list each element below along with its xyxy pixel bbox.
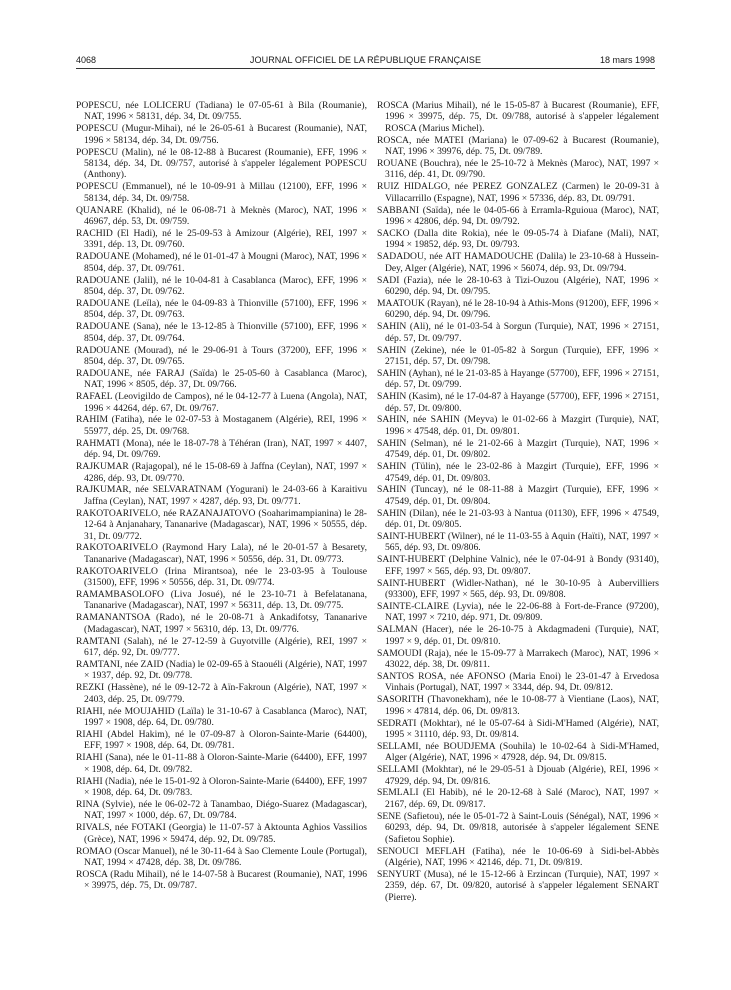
decree-entry: MAATOUK (Rayan), né le 28-10-94 à Athis-Mons (91200), EFF, 1996 × 60290, dép. 94, Dt. 09/796.	[377, 297, 659, 321]
decree-entry: SAHIN (Selman), né le 21-02-66 à Mazgirt (Turquie), NAT, 1996 × 47549, dép. 01, Dt. 09/802.	[377, 437, 659, 461]
decree-entry: RADOUANE (Jalil), né le 10-04-81 à Casablanca (Maroc), EFF, 1996 × 8504, dép. 37, Dt. 09/762.	[76, 274, 367, 297]
decree-entry: SAHIN (Ali), né le 01-03-54 à Sorgun (Turquie), NAT, 1996 × 27151, dép. 57, Dt. 09/797.	[377, 321, 659, 344]
decree-entry: POPESCU (Malin), né le 08-12-88 à Bucarest (Roumanie), EFF, 1996 × 58134, dép. 34, Dt. 09/757, autorisé à s'appeler légalement POPESCU (Anthony).	[76, 146, 367, 181]
decree-entry: ROSCA, née MATEI (Mariana) le 07-09-62 à Bucarest (Roumanie), NAT, 1996 × 39976, dép. 75, Dt. 09/789.	[377, 134, 659, 158]
decree-entry: ROUANE (Bouchra), née le 25-10-72 à Meknès (Maroc), NAT, 1997 × 3116, dép. 41, Dt. 09/790.	[377, 158, 659, 181]
decree-entry: SELLAMI (Mokhtar), né le 29-05-51 à Djouab (Algérie), REI, 1996 × 47929, dép. 94, Dt. 09/816.	[377, 764, 659, 787]
decree-entry: POPESCU (Mugur-Mihai), né le 26-05-61 à Bucarest (Roumanie), NAT, 1996 × 58134, dép. 34, Dt. 09/756.	[76, 123, 367, 146]
decree-entry: RADOUANE (Leïla), née le 04-09-83 à Thionville (57100), EFF, 1996 × 8504, dép. 37, Dt. 09/763.	[76, 297, 367, 321]
decree-entry: SELLAMI, née BOUDJEMA (Souhila) le 10-02-64 à Sidi-M'Hamed, Alger (Algérie), NAT, 1996 × 47928, dép. 94, Dt. 09/815.	[377, 740, 659, 764]
decree-entry: SAHIN (Ayhan), né le 21-03-85 à Hayange (57700), EFF, 1996 × 27151, dép. 57, Dt. 09/799.	[377, 367, 659, 391]
decree-entry: RAMANANTSOA (Rado), né le 20-08-71 à Ankadifotsy, Tananarive (Madagascar), NAT, 1997 × 56310, dép. 13, Dt. 09/776.	[76, 612, 367, 635]
decree-entry: SENOUCI MEFLAH (Fatiha), née le 10-06-69 à Sidi-bel-Abbès (Algérie), NAT, 1996 × 42146, dép. 71, Dt. 09/819.	[377, 845, 659, 868]
right-column	[377, 100, 659, 904]
decree-entry: RADOUANE, née FARAJ (Saïda) le 25-05-60 à Casablanca (Maroc), NAT, 1996 × 8505, dép. 37, Dt. 09/766.	[76, 367, 367, 391]
decree-entry: RAFAEL (Leovigildo de Campos), né le 04-12-77 à Luena (Angola), NAT, 1996 × 44264, dép. 67, Dt. 09/767.	[76, 391, 367, 414]
decree-entry: RUIZ HIDALGO, née PEREZ GONZALEZ (Carmen) le 20-09-31 à Villacarrillo (Espagne), NAT, 1996 × 57336, dép. 83, Dt. 09/791.	[377, 181, 659, 204]
header-divider	[76, 68, 655, 69]
decree-entry: RACHID (El Hadi), né le 25-09-53 à Amizour (Algérie), REI, 1997 × 3391, dép. 13, Dt. 09/760.	[76, 227, 367, 251]
decree-entry: ROSCA (Radu Mihail), né le 14-07-58 à Bucarest (Roumanie), NAT, 1996 × 39975, dép. 75, Dt. 09/787.	[76, 868, 367, 892]
decree-entry: SAHIN, née SAHIN (Meyva) le 01-02-66 à Mazgirt (Turquie), NAT, 1996 × 47548, dép. 01, Dt. 09/801.	[377, 414, 659, 437]
decree-entry: RADOUANE (Mourad), né le 29-06-91 à Tours (37200), EFF, 1996 × 8504, dép. 37, Dt. 09/765.	[76, 344, 367, 367]
decree-entry: RINA (Sylvie), née le 06-02-72 à Tanambao, Diégo-Suarez (Madagascar), NAT, 1997 × 1000, dép. 67, Dt. 09/784.	[76, 798, 367, 822]
decree-entry: RIAHI (Nadia), née le 15-01-92 à Oloron-Sainte-Marie (64400), EFF, 1997 × 1908, dép. 64, Dt. 09/783.	[76, 775, 367, 798]
decree-entry: SENE (Safietou), née le 05-01-72 à Saint-Louis (Sénégal), NAT, 1996 × 60293, dép. 94, Dt. 09/818, autorisée à s'appeler légalement SENE (Safietou Sophie).	[377, 810, 659, 845]
decree-entry: RADOUANE (Mohamed), né le 01-01-47 à Mougni (Maroc), NAT, 1996 × 8504, dép. 37, Dt. 09/761.	[76, 251, 367, 274]
decree-entry: RAHIM (Fatiha), née le 02-07-53 à Mostaganem (Algérie), REI, 1996 × 55977, dép. 25, Dt. 09/768.	[76, 414, 367, 437]
decree-entry: QUANARE (Khalid), né le 06-08-71 à Meknès (Maroc), NAT, 1996 × 46967, dép. 53, Dt. 09/759.	[76, 204, 367, 228]
decree-entry: SABBANI (Saïda), née le 04-05-66 à Erramla-Rguioua (Maroc), NAT, 1996 × 42806, dép. 94, Dt. 09/792.	[377, 204, 659, 228]
decree-entry: ROMAO (Oscar Manuel), né le 30-11-64 à Sao Clemente Loule (Portugal), NAT, 1994 × 47428, dép. 38, Dt. 09/786.	[76, 845, 367, 868]
decree-entry: ROSCA (Marius Mihail), né le 15-05-87 à Bucarest (Roumanie), EFF, 1996 × 39975, dép. 75, Dt. 09/788, autorisé à s'appeler légalement ROSCA (Marius Michel).	[377, 100, 659, 134]
left-column	[76, 100, 367, 892]
decree-entry: REZKI (Hassène), né le 09-12-72 à Aïn-Fakroun (Algérie), NAT, 1997 × 2403, dép. 25, Dt. 09/779.	[76, 682, 367, 705]
decree-entry: SENYURT (Musa), né le 15-12-66 à Erzincan (Turquie), NAT, 1997 × 2359, dép. 67, Dt. 09/820, autorisé à s'appeler légalement SENART (Pierre).	[377, 868, 659, 903]
decree-entry: RAJKUMAR, née SELVARATNAM (Yogurani) le 24-03-66 à Karaitivu Jaffna (Ceylan), NAT, 1997 × 4287, dép. 93, Dt. 09/771.	[76, 484, 367, 507]
decree-entry: SADI (Fazia), née le 28-10-63 à Tizi-Ouzou (Algérie), NAT, 1996 × 60290, dép. 94, Dt. 09/795.	[377, 274, 659, 297]
decree-entry: SASORITH (Thavonekham), née le 10-08-77 à Vientiane (Laos), NAT, 1996 × 47814, dép. 06, Dt. 09/813.	[377, 694, 659, 717]
decree-entry: SAINT-HUBERT (Wilner), né le 11-03-55 à Aquin (Haïti), NAT, 1997 × 565, dép. 93, Dt. 09/806.	[377, 531, 659, 554]
decree-entry: RAKOTOARIVELO (Raymond Hary Lala), né le 20-01-57 à Besarety, Tananarive (Madagascar), NAT, 1996 × 50556, dép. 31, Dt. 09/773.	[76, 542, 367, 565]
decree-entry: SAHIN (Zekine), née le 01-05-82 à Sorgun (Turquie), EFF, 1996 × 27151, dép. 57, Dt. 09/798.	[377, 344, 659, 367]
decree-entry: SAHIN (Tuncay), né le 08-11-88 à Mazgirt (Turquie), EFF, 1996 × 47549, dép. 01, Dt. 09/804.	[377, 484, 659, 507]
decree-entry: SAHIN (Dilan), née le 21-03-93 à Nantua (01130), EFF, 1996 × 47549, dép. 01, Dt. 09/805.	[377, 507, 659, 531]
decree-entry: RAMTANI (Salah), né le 27-12-59 à Guyotville (Algérie), REI, 1997 × 617, dép. 92, Dt. 09/777.	[76, 635, 367, 659]
decree-entry: RIAHI (Abdel Hakim), né le 07-09-87 à Oloron-Sainte-Marie (64400), EFF, 1997 × 1908, dép. 64, Dt. 09/781.	[76, 728, 367, 752]
decree-entry: POPESCU (Emmanuel), né le 10-09-91 à Millau (12100), EFF, 1996 × 58134, dép. 34, Dt. 09/758.	[76, 181, 367, 204]
decree-entry: SADADOU, née AIT HAMADOUCHE (Dalila) le 23-10-68 à Hussein-Dey, Alger (Algérie), NAT, 1996 × 56074, dép. 93, Dt. 09/794.	[377, 251, 659, 274]
decree-entry: RAMAMBASOLOFO (Liva Josué), né le 23-10-71 à Befelatanana, Tananarive (Madagascar), NAT, 1997 × 56311, dép. 13, Dt. 09/775.	[76, 589, 367, 612]
decree-entry: SACKO (Dalla dite Rokia), née le 09-05-74 à Diafane (Mali), NAT, 1994 × 19852, dép. 93, Dt. 09/793.	[377, 227, 659, 251]
decree-entry: RAHMATI (Mona), née le 18-07-78 à Téhéran (Iran), NAT, 1997 × 4407, dép. 94, Dt. 09/769.	[76, 437, 367, 461]
page-number: 4068	[76, 55, 97, 65]
decree-entry: POPESCU, née LOLICERU (Tadiana) le 07-05-61 à Bila (Roumanie), NAT, 1996 × 58131, dép. 34, Dt. 09/755.	[76, 100, 367, 123]
decree-entry: RAMTANI, née ZAID (Nadia) le 02-09-65 à Staouéli (Algérie), NAT, 1997 × 1937, dép. 92, Dt. 09/778.	[76, 659, 367, 682]
decree-entry: RAKOTOARIVELO, née RAZANAJATOVO (Soaharimampianina) le 28-12-64 à Anjanahary, Tananarive (Madagascar), NAT, 1996 × 50555, dép. 31, Dt. 09/772.	[76, 507, 367, 542]
decree-entry: SAINT-HUBERT (Delphine Valnic), née le 07-04-91 à Bondy (93140), EFF, 1997 × 565, dép. 93, Dt. 09/807.	[377, 554, 659, 577]
decree-entry: RIAHI (Sana), née le 01-11-88 à Oloron-Sainte-Marie (64400), EFF, 1997 × 1908, dép. 64, Dt. 09/782.	[76, 752, 367, 775]
decree-entry: SALMAN (Hacer), née le 26-10-75 à Akdagmadeni (Turquie), NAT, 1997 × 9, dép. 01, Dt. 09/810.	[377, 624, 659, 647]
decree-entry: SANTOS ROSA, née AFONSO (Maria Enoi) le 23-01-47 à Ervedosa Vinhais (Portugal), NAT, 1997 × 3344, dép. 94, Dt. 09/812.	[377, 670, 659, 694]
decree-entry: SEDRATI (Mokhtar), né le 05-07-64 à Sidi-M'Hamed (Algérie), NAT, 1995 × 31110, dép. 93, Dt. 09/814.	[377, 717, 659, 740]
decree-entry: SAHIN (Tülin), née le 23-02-86 à Mazgirt (Turquie), EFF, 1996 × 47549, dép. 01, Dt. 09/803.	[377, 461, 659, 484]
decree-entry: SAMOUDI (Raja), née le 15-09-77 à Marrakech (Maroc), NAT, 1996 × 43022, dép. 38, Dt. 09/811.	[377, 647, 659, 670]
publication-date: 18 mars 1998	[599, 55, 655, 65]
decree-entry: SAINT-HUBERT (Widler-Nathan), né le 30-10-95 à Aubervilliers (93300), EFF, 1997 × 565, dép. 93, Dt. 09/808.	[377, 577, 659, 601]
decree-entry: RAKOTOARIVELO (Irina Mirantsoa), née le 23-03-95 à Toulouse (31500), EFF, 1996 × 50556, dép. 31, Dt. 09/774.	[76, 565, 367, 589]
decree-entry: SAINTE-CLAIRE (Lyvia), née le 22-06-88 à Fort-de-France (97200), NAT, 1997 × 7210, dép. 971, Dt. 09/809.	[377, 600, 659, 624]
decree-entry: RIVALS, née FOTAKI (Georgia) le 11-07-57 à Aktounta Aghios Vassilios (Grèce), NAT, 1996 × 59474, dép. 92, Dt. 09/785.	[76, 822, 367, 845]
decree-entry: SAHIN (Kasim), né le 17-04-87 à Hayange (57700), EFF, 1996 × 27151, dép. 57, Dt. 09/800.	[377, 391, 659, 414]
decree-entry: RAJKUMAR (Rajagopal), né le 15-08-69 à Jaffna (Ceylan), NAT, 1997 × 4286, dép. 93, Dt. 09/770.	[76, 461, 367, 484]
decree-entry: RIAHI, née MOUJAHID (Laïla) le 31-10-67 à Casablanca (Maroc), NAT, 1997 × 1908, dép. 64, Dt. 09/780.	[76, 705, 367, 729]
journal-title: JOURNAL OFFICIEL DE LA RÉPUBLIQUE FRANÇAISE	[249, 55, 482, 65]
decree-entry: RADOUANE (Sana), née le 13-12-85 à Thionville (57100), EFF, 1996 × 8504, dép. 37, Dt. 09/764.	[76, 321, 367, 344]
decree-entry: SEMLALI (El Habib), né le 20-12-68 à Salé (Maroc), NAT, 1997 × 2167, dép. 69, Dt. 09/817.	[377, 787, 659, 810]
